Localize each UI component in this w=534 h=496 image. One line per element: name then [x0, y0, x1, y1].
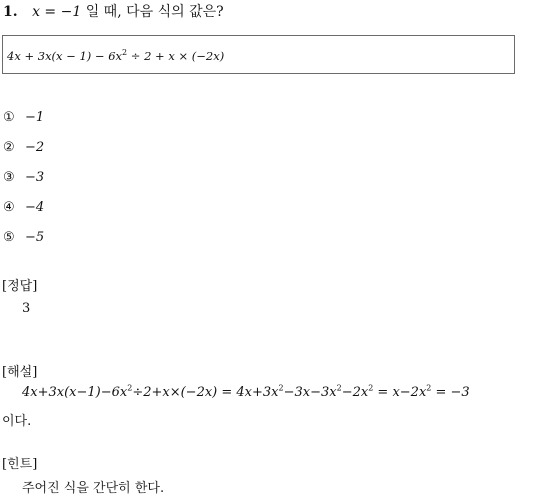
solution-exponent: 2: [278, 383, 284, 393]
choice-item[interactable]: [3, 110, 44, 140]
choice-number: ②: [3, 140, 15, 155]
solution-exponent: 2: [127, 383, 133, 393]
solution-exponent: 2: [368, 383, 374, 393]
choice-value: −1: [25, 110, 45, 125]
choice-number: ①: [3, 110, 15, 125]
solution-exponent: 2: [336, 383, 342, 393]
solution-part: −2x: [341, 385, 369, 400]
solution-part: = x−2x: [373, 385, 427, 400]
question-line: [3, 1, 224, 21]
solution-part: = −3: [431, 385, 470, 400]
question-number: 1.: [3, 4, 18, 20]
choice-number: ⑤: [3, 230, 15, 245]
hint-text: 주어진 식을 간단히 한다.: [22, 481, 165, 496]
choice-value: −3: [25, 170, 45, 185]
choice-item[interactable]: [3, 170, 44, 200]
question-text: 일 때, 다음 식의 값은?: [85, 4, 224, 20]
choice-number: ④: [3, 200, 15, 215]
expression-part: 4x + 3x(x − 1) − 6x: [7, 49, 123, 63]
choice-value: −5: [25, 230, 45, 245]
solution-label: [해설]: [2, 365, 38, 380]
choice-list: [3, 110, 44, 260]
question-condition: x = −1: [32, 4, 82, 20]
hint-label: [힌트]: [2, 457, 38, 472]
solution-part: −3x−3x: [283, 385, 337, 400]
expression: [7, 49, 224, 63]
solution-part: 4x+3x(x−1)−6x: [22, 385, 128, 400]
solution-exponent: 2: [426, 383, 432, 393]
expression-exponent: 2: [122, 48, 128, 58]
choice-value: −4: [25, 200, 45, 215]
solution-equation: [22, 385, 470, 400]
choice-item[interactable]: [3, 200, 44, 230]
choice-number: ③: [3, 170, 15, 185]
answer-value: 3: [22, 301, 31, 316]
expression-box: [2, 35, 515, 74]
expression-part: ÷ 2 + x × (−2x): [127, 49, 225, 63]
solution-part: ÷2+x×(−2x) = 4x+3x: [132, 385, 279, 400]
solution-continuation: 이다.: [2, 414, 32, 429]
choice-value: −2: [25, 140, 45, 155]
choice-item[interactable]: [3, 230, 44, 260]
answer-label: [정답]: [2, 279, 38, 294]
choice-item[interactable]: [3, 140, 44, 170]
